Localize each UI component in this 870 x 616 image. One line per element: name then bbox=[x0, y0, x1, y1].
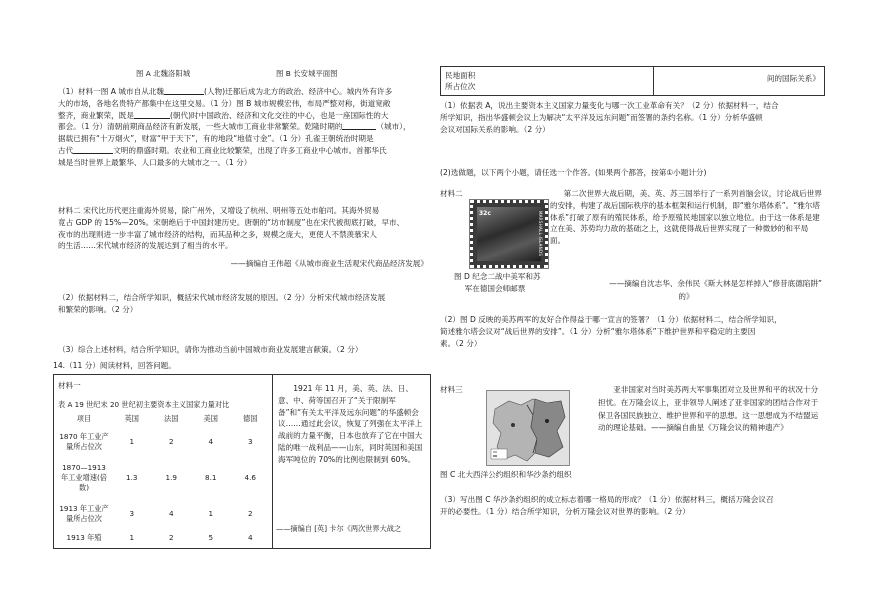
material-2-text: 第二次世界大战后期，美、英、苏三国举行了一系列首脑会议，讨论战后世界的安排，构建了战后国际秩序的基本框架和运行机制，即“雅尔塔体系”。“雅尔塔体系”打破了原有的殖民体系，给予原殖民地国家以独立地位。由于这一体系是建立在美、苏势均力敌的基础之上，这就使得战后世界实现了一种微妙的和平局面。 bbox=[550, 189, 822, 246]
table-continuation bbox=[440, 66, 825, 96]
question-14-heading: 14.（11 分）阅读材料，回答问题。 bbox=[53, 361, 176, 370]
stamp-country: MARSHALL ISLANDS bbox=[538, 211, 543, 257]
table-cell: 所占位次 bbox=[445, 82, 476, 91]
material-1-box bbox=[53, 374, 431, 549]
material-3-label: 材料三 bbox=[440, 385, 463, 394]
table-row: 1870 年工业产量所占位次 1 2 4 3 bbox=[59, 432, 253, 451]
table-row: 1913 年殖 1 2 5 4 bbox=[66, 533, 253, 543]
table-header: 法国 bbox=[164, 413, 179, 423]
stamp-value: 32c bbox=[479, 210, 491, 217]
figure-d-caption: 图 D 纪念二战中美军和苏 军在德国会师邮票 bbox=[454, 272, 541, 294]
material-2-source: 的》 bbox=[678, 292, 694, 301]
elective-intro: (2)选做题，以下两个小题，请任选一个作答。(如果两个都答，按第①小题计分) bbox=[440, 168, 707, 177]
answer-blank[interactable] bbox=[164, 86, 204, 95]
question-r1: （1）依据表 A，说出主要资本主义国家力量变化与哪一次工业革命有关？（2 分）依据材料一，结合 所学知识，指出华盛顿会议上为解决“太平洋及远东问题”而签署的条约名称。（1 分）分析华盛顿 会议对国际关系的影响。（2 分） bbox=[440, 101, 779, 134]
figure-c-caption: 图 C 北大西洋公约组织和华沙条约组织 bbox=[440, 470, 572, 479]
question-2: （2）依据材料二，结合所学知识，概括宋代城市经济发展的原因。（2 分）分析宋代城市经济发展 和繁荣的影响。（2 分） bbox=[58, 293, 386, 314]
answer-blank[interactable] bbox=[134, 110, 170, 119]
material-2: 材料二 宋代比历代更注重海外贸易，除广州外，又增设了杭州、明州等五处市舶司。其海外贸易 竟占 GDP 的 15%—20%。宋朝绝后于中国封建历史。唐朝的“坊市制度”也在宋代被彻底打破，早市、 夜市的出现则进一步丰富了城市经济的结构，而其品种之多，规模之庞大，更使人不禁羡慕宋人 的生活……宋代城市经济的发展达到了相当的水平。 ——摘编自王伟超《从城市商业生活观宋代商品经济发展》 bbox=[58, 206, 428, 269]
table-cell: 民地面积 bbox=[445, 71, 476, 80]
power-table bbox=[56, 413, 270, 544]
table-header: 德国 bbox=[243, 413, 258, 423]
material-2-source: ——摘编自王伟超《从城市商业生活观宋代商品经济发展》 bbox=[230, 259, 428, 269]
material-2-label: 材料二 bbox=[440, 189, 463, 198]
europe-map-icon bbox=[487, 391, 569, 465]
material-3-source: ——摘编自曲星《万隆会议的精神遗产》 bbox=[651, 423, 788, 433]
table-row: 1913 年工业产量所占位次 3 4 1 2 bbox=[59, 504, 253, 523]
answer-blank[interactable] bbox=[342, 121, 376, 130]
table-header: 英国 bbox=[124, 413, 139, 423]
stamp-image bbox=[470, 200, 548, 268]
material-1-label: 材料一 bbox=[58, 381, 81, 390]
divider bbox=[272, 375, 273, 548]
table-header: 美国 bbox=[203, 413, 218, 423]
answer-blank[interactable] bbox=[73, 145, 113, 154]
washington-conference-text: 1921 年 11 月，美、英、法、日、意、中、荷等国召开了“关于限制军备”和“有关太平洋及远东问题”的华盛顿会议……通过此会议，恢复了列强在太平洋上战前的力量平衡，日本也放弃了它在中国大陆的唯一战利品——山东，同时英国和美国海军吨位的 70%的比例也限制到 60%。 bbox=[278, 384, 423, 464]
figure-a-caption: 图 A 北魏洛阳城 bbox=[136, 69, 191, 78]
washington-source: ——摘编自 [英] 卡尔《两次世界大战之 bbox=[276, 524, 402, 533]
question-r2: （2）图 D 反映的美苏两军的友好合作得益于哪一宣言的签署？（1 分）依据材料二，结合所学知识， 简述雅尔塔会议对“战后世界的安排”。（1 分）分析“雅尔塔体系”下维护世界和平稳定的主要因 素。（2 分） bbox=[440, 315, 782, 348]
material-3-text: 亚非国家对当时美苏两大军事集团对立及世界和平的状况十分担忧。在万隆会议上，亚非领导人阐述了亚非国家的团结合作对于保卫各国民族独立、维护世界和平的思想。这一思想成为不结盟运动的理论基础。——摘编自曲星《万隆会议的精神遗产》 bbox=[598, 385, 819, 433]
table-header: 项目 bbox=[76, 413, 92, 423]
question-r3: （3）写出图 C 华沙条约组织的成立标志着哪一格局的形成？（1 分）依据材料三，概括万隆会议召 开的必要性。（1 分）结合所学知识，分析万隆会议对世界的影响。（2 分） bbox=[440, 495, 774, 516]
table-title: 表 A 19 世纪末 20 世纪初主要资本主义国家力量对比 bbox=[58, 400, 230, 409]
figure-b-caption: 图 B 长安城平面图 bbox=[276, 69, 338, 78]
question-3: （3）综合上述材料，结合所学知识，请你为推动当前中国城市商业发展建言献策。（2 分） bbox=[58, 345, 363, 354]
europe-map-image bbox=[486, 390, 570, 466]
question-1: （1）材料一图 A 城市自从北魏 (人物)迁都后成为北方的政治、经济中心。城内外有许多 大的市场，各地名贵特产都集中在这里交易。（1 分）图 B 城市规模宏伟，布局严整对称，街道宽敞 整齐，商业繁荣，既是 (朝代)时中国政治、经济和文化交往的中心，也是一座国际性的大 都会。（1 分）清朝前期商品经济有新发展，一些大城市工商业非常繁荣。乾隆时期的 （城市）， 据载已拥有“十万烟火”，财富“甲于天下”，有的地段“地值寸金”。（1 分）孔雀王朝统治时期是 古代 文明的鼎盛时期。农业和工商业比较繁荣，出现了许多工商业中心城市。首都华氏 城是当时世界上最繁华、人口最多的大城市之一。（1 分） bbox=[58, 87, 411, 167]
table-row: 1870—1913 年工业增速(倍数) 1.3 1.9 8.1 4.6 bbox=[61, 463, 256, 492]
material-2-source: ——摘编自沈志华、余伟民《斯大林是怎样掉入“修昔底德陷阱” bbox=[609, 279, 822, 288]
table-cell: 间的国际关系》 bbox=[766, 74, 820, 83]
